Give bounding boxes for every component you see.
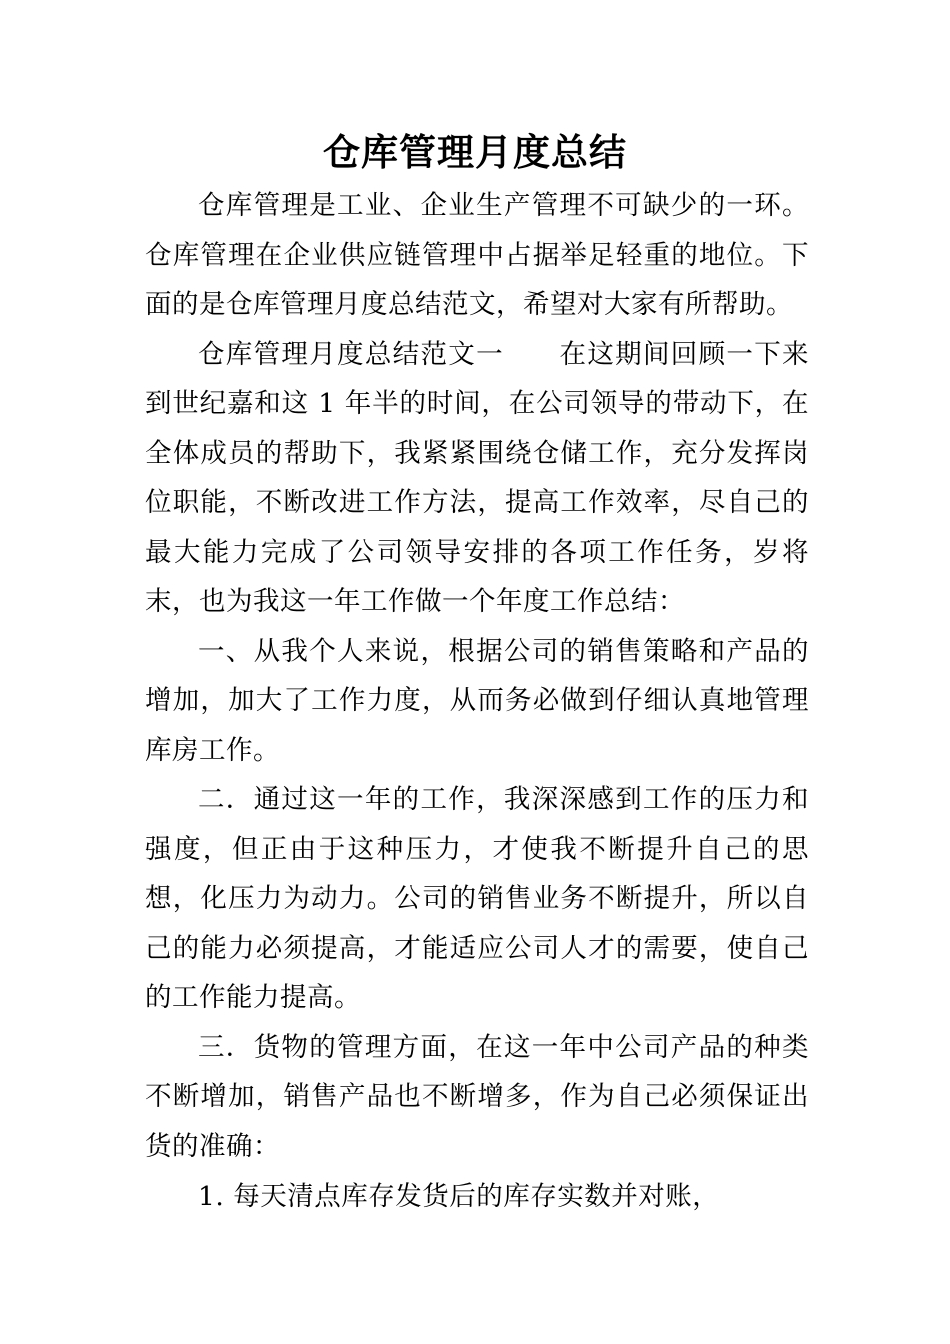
- paragraph-list-item-one: 1. 每天清点库存发货后的库存实数并对账，: [198, 1181, 720, 1212]
- paragraph-point-two: 二．通过这一年的工作，我深深感到工作的压力和强度，但正由于这种压力，才使我不断提升自己的思想，化压力为动力。公司的销售业务不断提升，所以自己的能力必须提高，才能适应公司人才的需要，使自己的工作能力提高。: [145, 784, 809, 1013]
- document-title: 仓库管理月度总结: [323, 130, 627, 174]
- paragraph-intro: 仓库管理是工业、企业生产管理不可缺少的一环。仓库管理在企业供应链管理中占据举足轻重的地位。下面的是仓库管理月度总结范文，希望对大家有所帮助。: [145, 190, 809, 320]
- document-body: [145, 181, 809, 1222]
- paragraph-point-one: 一、从我个人来说，根据公司的销售策略和产品的增加，加大了工作力度，从而务必做到仔细认真地管理库房工作。: [145, 635, 809, 766]
- paragraph-sample-one: 仓库管理月度总结范文一 在这期间回顾一下来到世纪嘉和这 1 年半的时间，在公司领导的带动下，在全体成员的帮助下，我紧紧围绕仓储工作，充分发挥岗位职能，不断改进工作方法，提高工作效率，尽自己的最大能力完成了公司领导安排的各项工作任务，岁将末，也为我这一年工作做一个年度工作总结：: [145, 338, 809, 617]
- paragraph-point-three: 三．货物的管理方面，在这一年中公司产品的种类不断增加，销售产品也不断增多，作为自己必须保证出货的准确：: [145, 1031, 809, 1162]
